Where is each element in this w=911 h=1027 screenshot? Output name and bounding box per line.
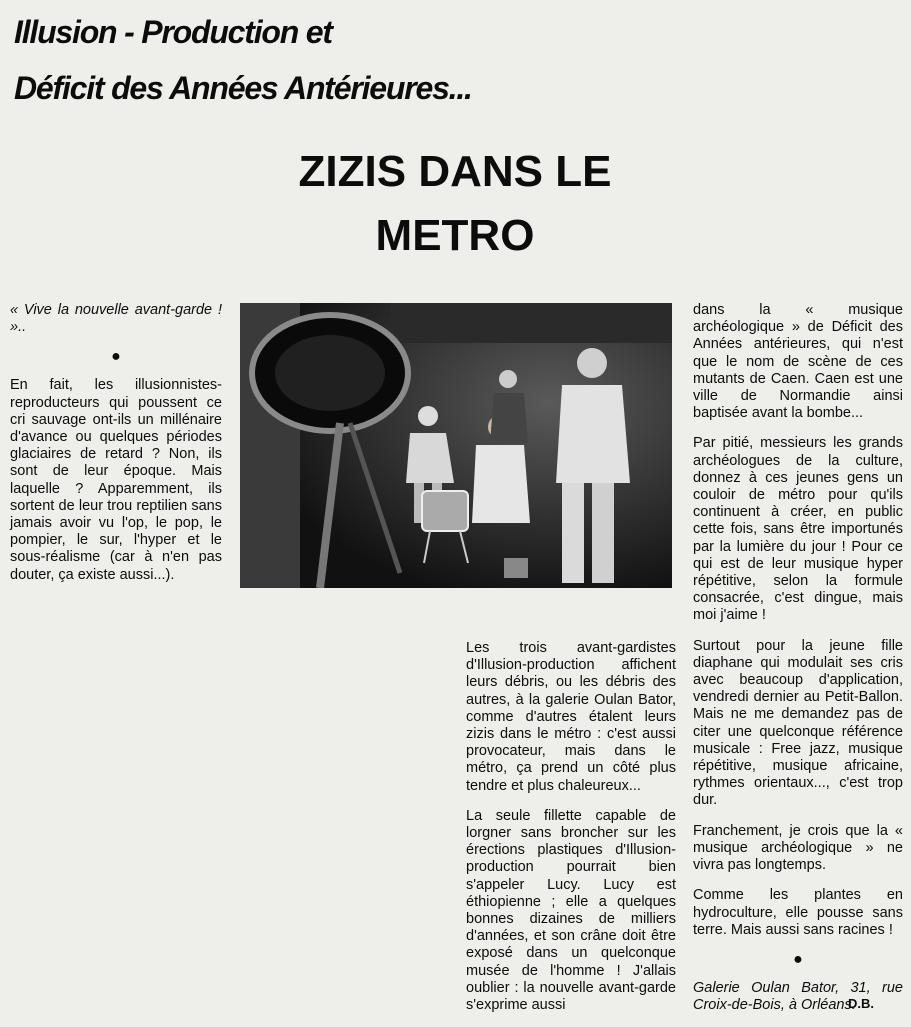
paragraph: Surtout pour la jeune fille diaphane qui modulait ses cris avec beaucoup d'application, vendredi dernier au Petit-Ballon. Mais ne me demandez pas de citer une quelconque référence musicale : Free jazz, musique répétitive, musique africaine, rythmes orientaux..., c'est trop dur.: [693, 637, 903, 809]
kicker-line-2: Déficit des Années Antérieures...: [14, 70, 472, 106]
paragraph: En fait, les illusionnistes-reproducteurs qui poussent ce cri sauvage ont-ils un millénaire d'avance ou quelques périodes glaciaires de retard ? Non, ils sont de leur époque. Mais laquelle ? Apparemment, ils sortent de leur trou reptilien sans jamais avoir vu l'op, le pop, le pompier, le sur, l'hyper et le sous-réalisme (car à n'en pas douter, ça existe aussi...).: [10, 377, 222, 583]
paragraph: Franchement, je crois que la « musique archéologique » ne vivra pas longtemps.: [693, 822, 903, 874]
author-signature: D.B.: [848, 996, 874, 1011]
bullet-separator: ●: [111, 348, 121, 366]
headline-line-1: ZIZIS DANS LE: [298, 147, 612, 196]
kicker-line-1: Illusion - Production et: [14, 14, 332, 50]
paragraph: Comme les plantes en hydroculture, elle pousse sans terre. Mais aussi sans racines !: [693, 887, 903, 938]
band-photograph: [240, 303, 672, 588]
gallery-info: Galerie Oulan Bator, 31, rue Croix-de-Bois, à Orléans.: [693, 979, 903, 1014]
article-kicker: [14, 4, 574, 116]
article-column-1: [10, 302, 222, 597]
paragraph: La seule fillette capable de lorgner sans broncher sur les érections plastiques d'Illusion-production pourrait bien s'appeler Lucy. Lucy est éthiopienne ; elle a quelques bonnes dizaines de milliers d'années, et son crâne doit être exposé dans un quelconque musée de l'homme ! J'allais oublier : la nouvelle avant-garde s'exprime aussi: [466, 807, 676, 1014]
opening-quote: « Vive la nouvelle avant-garde ! »..: [10, 302, 222, 336]
article-column-2: [466, 640, 676, 1027]
paragraph: Les trois avant-gardistes d'Illusion-production affichent leurs débris, ou les débris des autres, à la galerie Oulan Bator, comme d'autres étalent leurs zizis dans le métro : c'est aussi provocateur, mais dans le métro, ça prend un côté plus tendre et plus chaleureux...: [466, 640, 676, 794]
band-photo-illustration: [240, 303, 672, 588]
article-column-3: [693, 302, 903, 1027]
article-headline: [230, 140, 680, 268]
headline-line-2: METRO: [375, 211, 535, 260]
bleed-through-text: [600, 20, 900, 100]
paragraph: dans la « musique archéologique » de Déficit des Années antérieures, qui n'est que le nom de scène de ces mutants de Caen. Caen est une ville de Normandie ainsi baptisée avant la bombe...: [693, 302, 903, 422]
paragraph: Par pitié, messieurs les grands archéologues de la culture, donnez à ces jeunes gens un couloir de métro pour qu'ils continuent à créer, en public cette fois, sans être importunés par la lumière du jour ! Pour ce qui est de leur musique hyper répétitive, selon la formule consacrée, c'est dingue, mais moi j'aime !: [693, 435, 903, 624]
bullet-separator: ●: [793, 950, 803, 968]
